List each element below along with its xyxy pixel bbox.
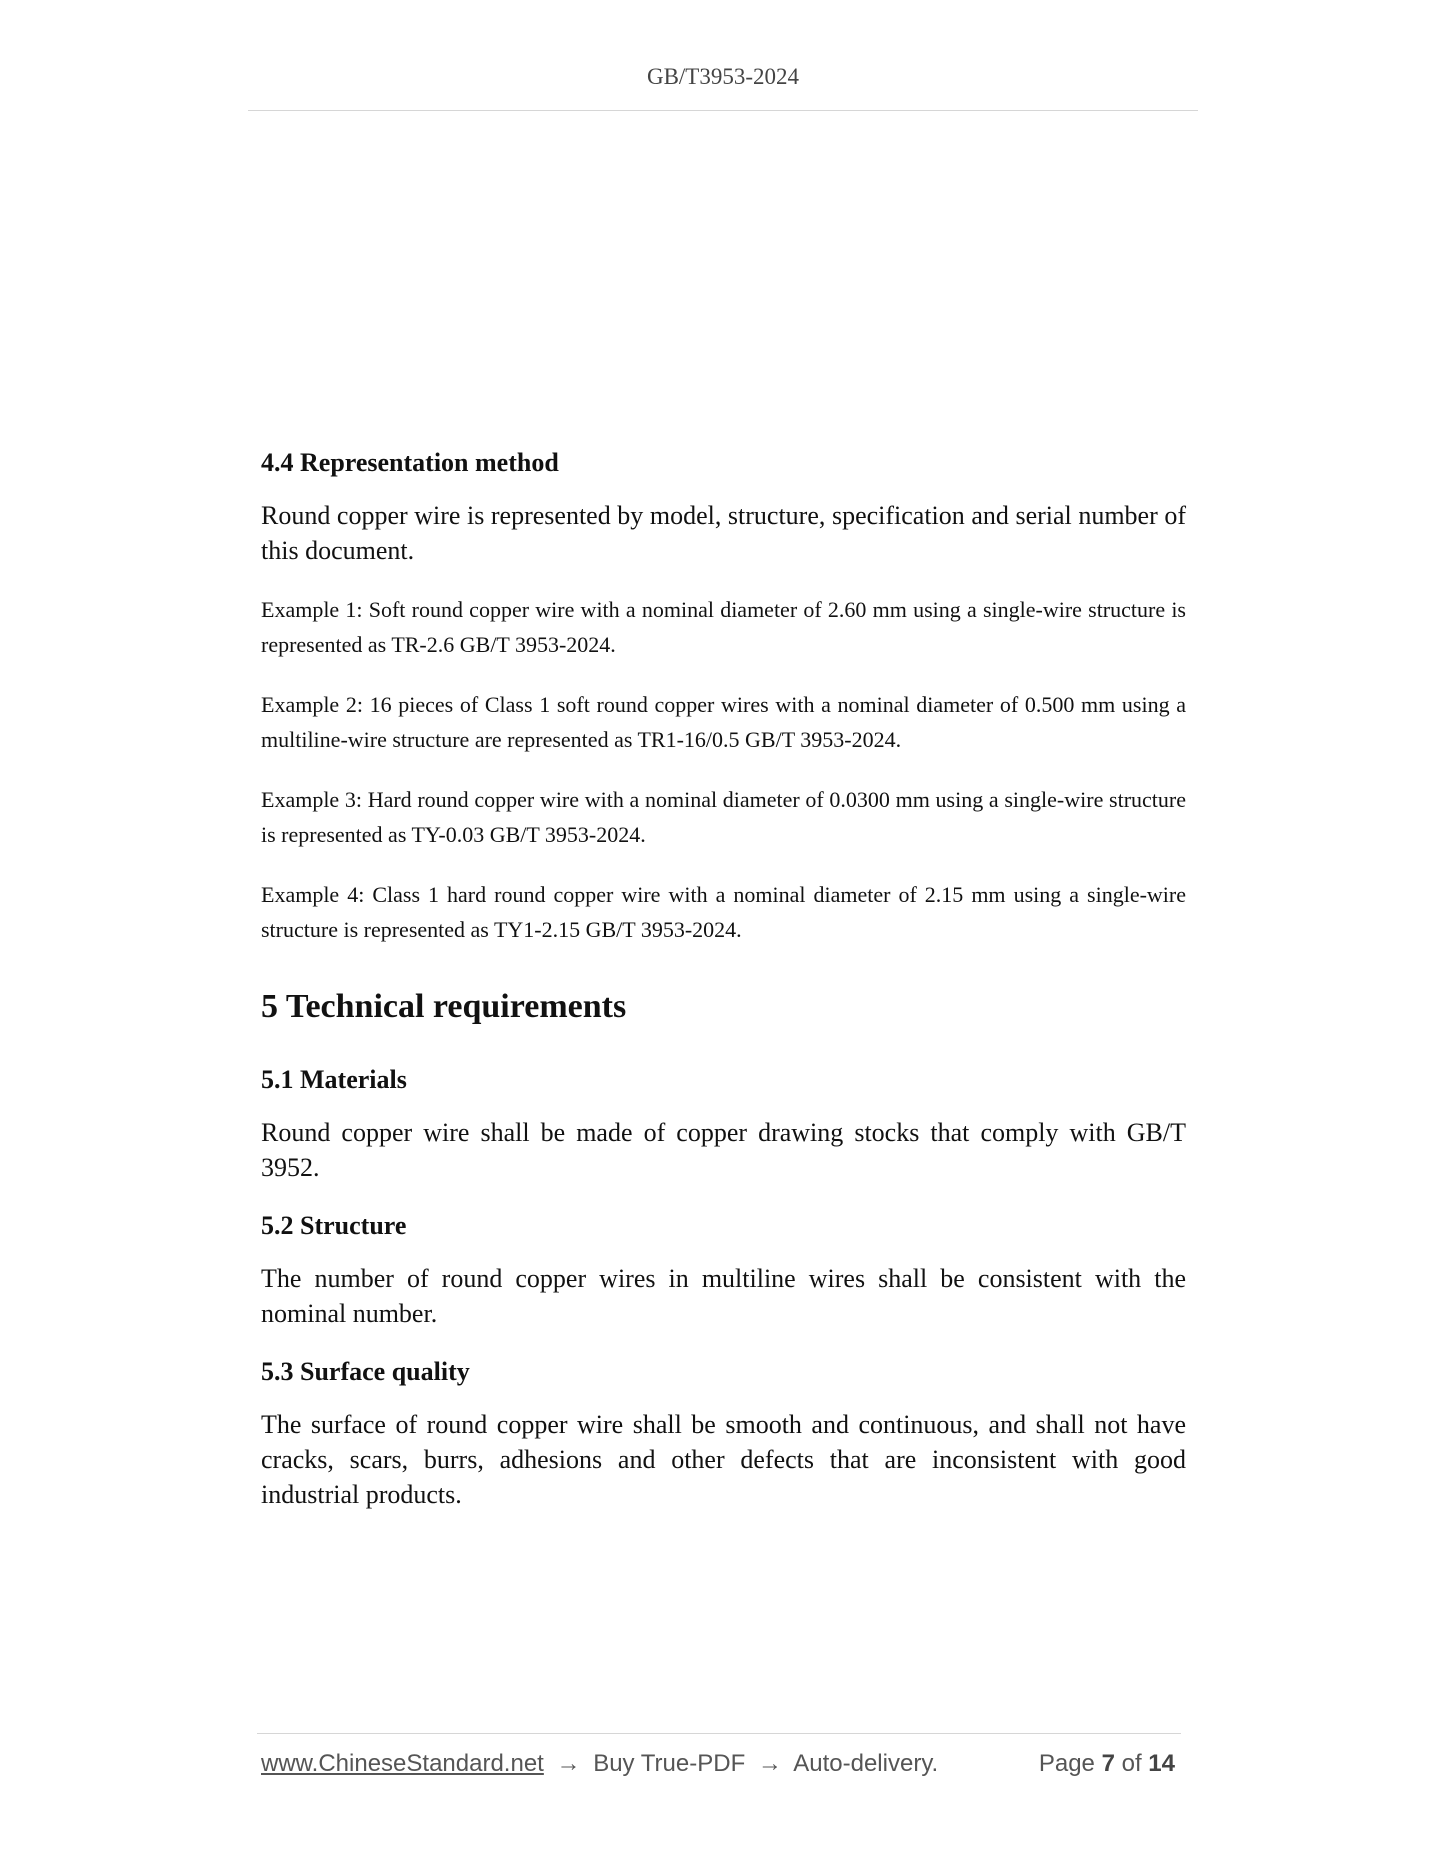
delivery-text: Auto-delivery.: [793, 1750, 939, 1777]
subsection-title-5-1: 5.1 Materials: [261, 1065, 407, 1094]
buy-text: Buy True-PDF: [593, 1750, 746, 1777]
paragraph-surface-quality: The surface of round copper wire shall be smooth and continuous, and shall not have cracks, scars, burrs, adhesions and other defects that are inconsistent with good industrial products.: [261, 1410, 1186, 1509]
arrow-right-icon: →: [757, 1750, 782, 1777]
header-divider: [248, 110, 1198, 111]
site-link[interactable]: www.ChineseStandard.net: [261, 1750, 544, 1777]
page-indicator: [1039, 1750, 1175, 1778]
example-1: Example 1: Soft round copper wire with a nominal diameter of 2.60 mm using a single-wire structure is represented as TR-2.6 GB/T 3953-2024.: [261, 597, 1186, 657]
subsection-title-5-2: 5.2 Structure: [261, 1211, 407, 1240]
arrow-right-icon: →: [556, 1750, 581, 1777]
subsection-title-4-4: 4.4 Representation method: [261, 448, 559, 477]
example-4: Example 4: Class 1 hard round copper wire with a nominal diameter of 2.15 mm using a single-wire structure is represented as TY1-2.15 GB/T 3953-2024.: [261, 882, 1186, 942]
paragraph-materials: Round copper wire shall be made of copper drawing stocks that comply with GB/T 3952.: [261, 1118, 1186, 1182]
example-3: Example 3: Hard round copper wire with a nominal diameter of 0.0300 mm using a single-wire structure is represented as TY-0.03 GB/T 3953-2024.: [261, 787, 1186, 847]
page-total: 14: [1148, 1750, 1175, 1777]
paragraph-structure: The number of round copper wires in multiline wires shall be consistent with the nominal number.: [261, 1264, 1186, 1328]
example-2: Example 2: 16 pieces of Class 1 soft round copper wires with a nominal diameter of 0.500 mm using a multiline-wire structure are represented as TR1-16/0.5 GB/T 3953-2024.: [261, 692, 1186, 752]
page-current: 7: [1101, 1750, 1115, 1777]
page-word: Page: [1038, 1750, 1095, 1777]
section-title-5: 5 Technical requirements: [261, 988, 627, 1025]
page-content: [261, 446, 1186, 1536]
running-header: GB/T3953-2024: [646, 64, 800, 89]
page-of: of: [1121, 1750, 1142, 1777]
footer-divider: [257, 1733, 1181, 1734]
paragraph-intro: Round copper wire is represented by model, structure, specification and serial number of this document.: [261, 501, 1186, 565]
page-footer: [261, 1750, 1181, 1778]
subsection-title-5-3: 5.3 Surface quality: [261, 1357, 470, 1386]
